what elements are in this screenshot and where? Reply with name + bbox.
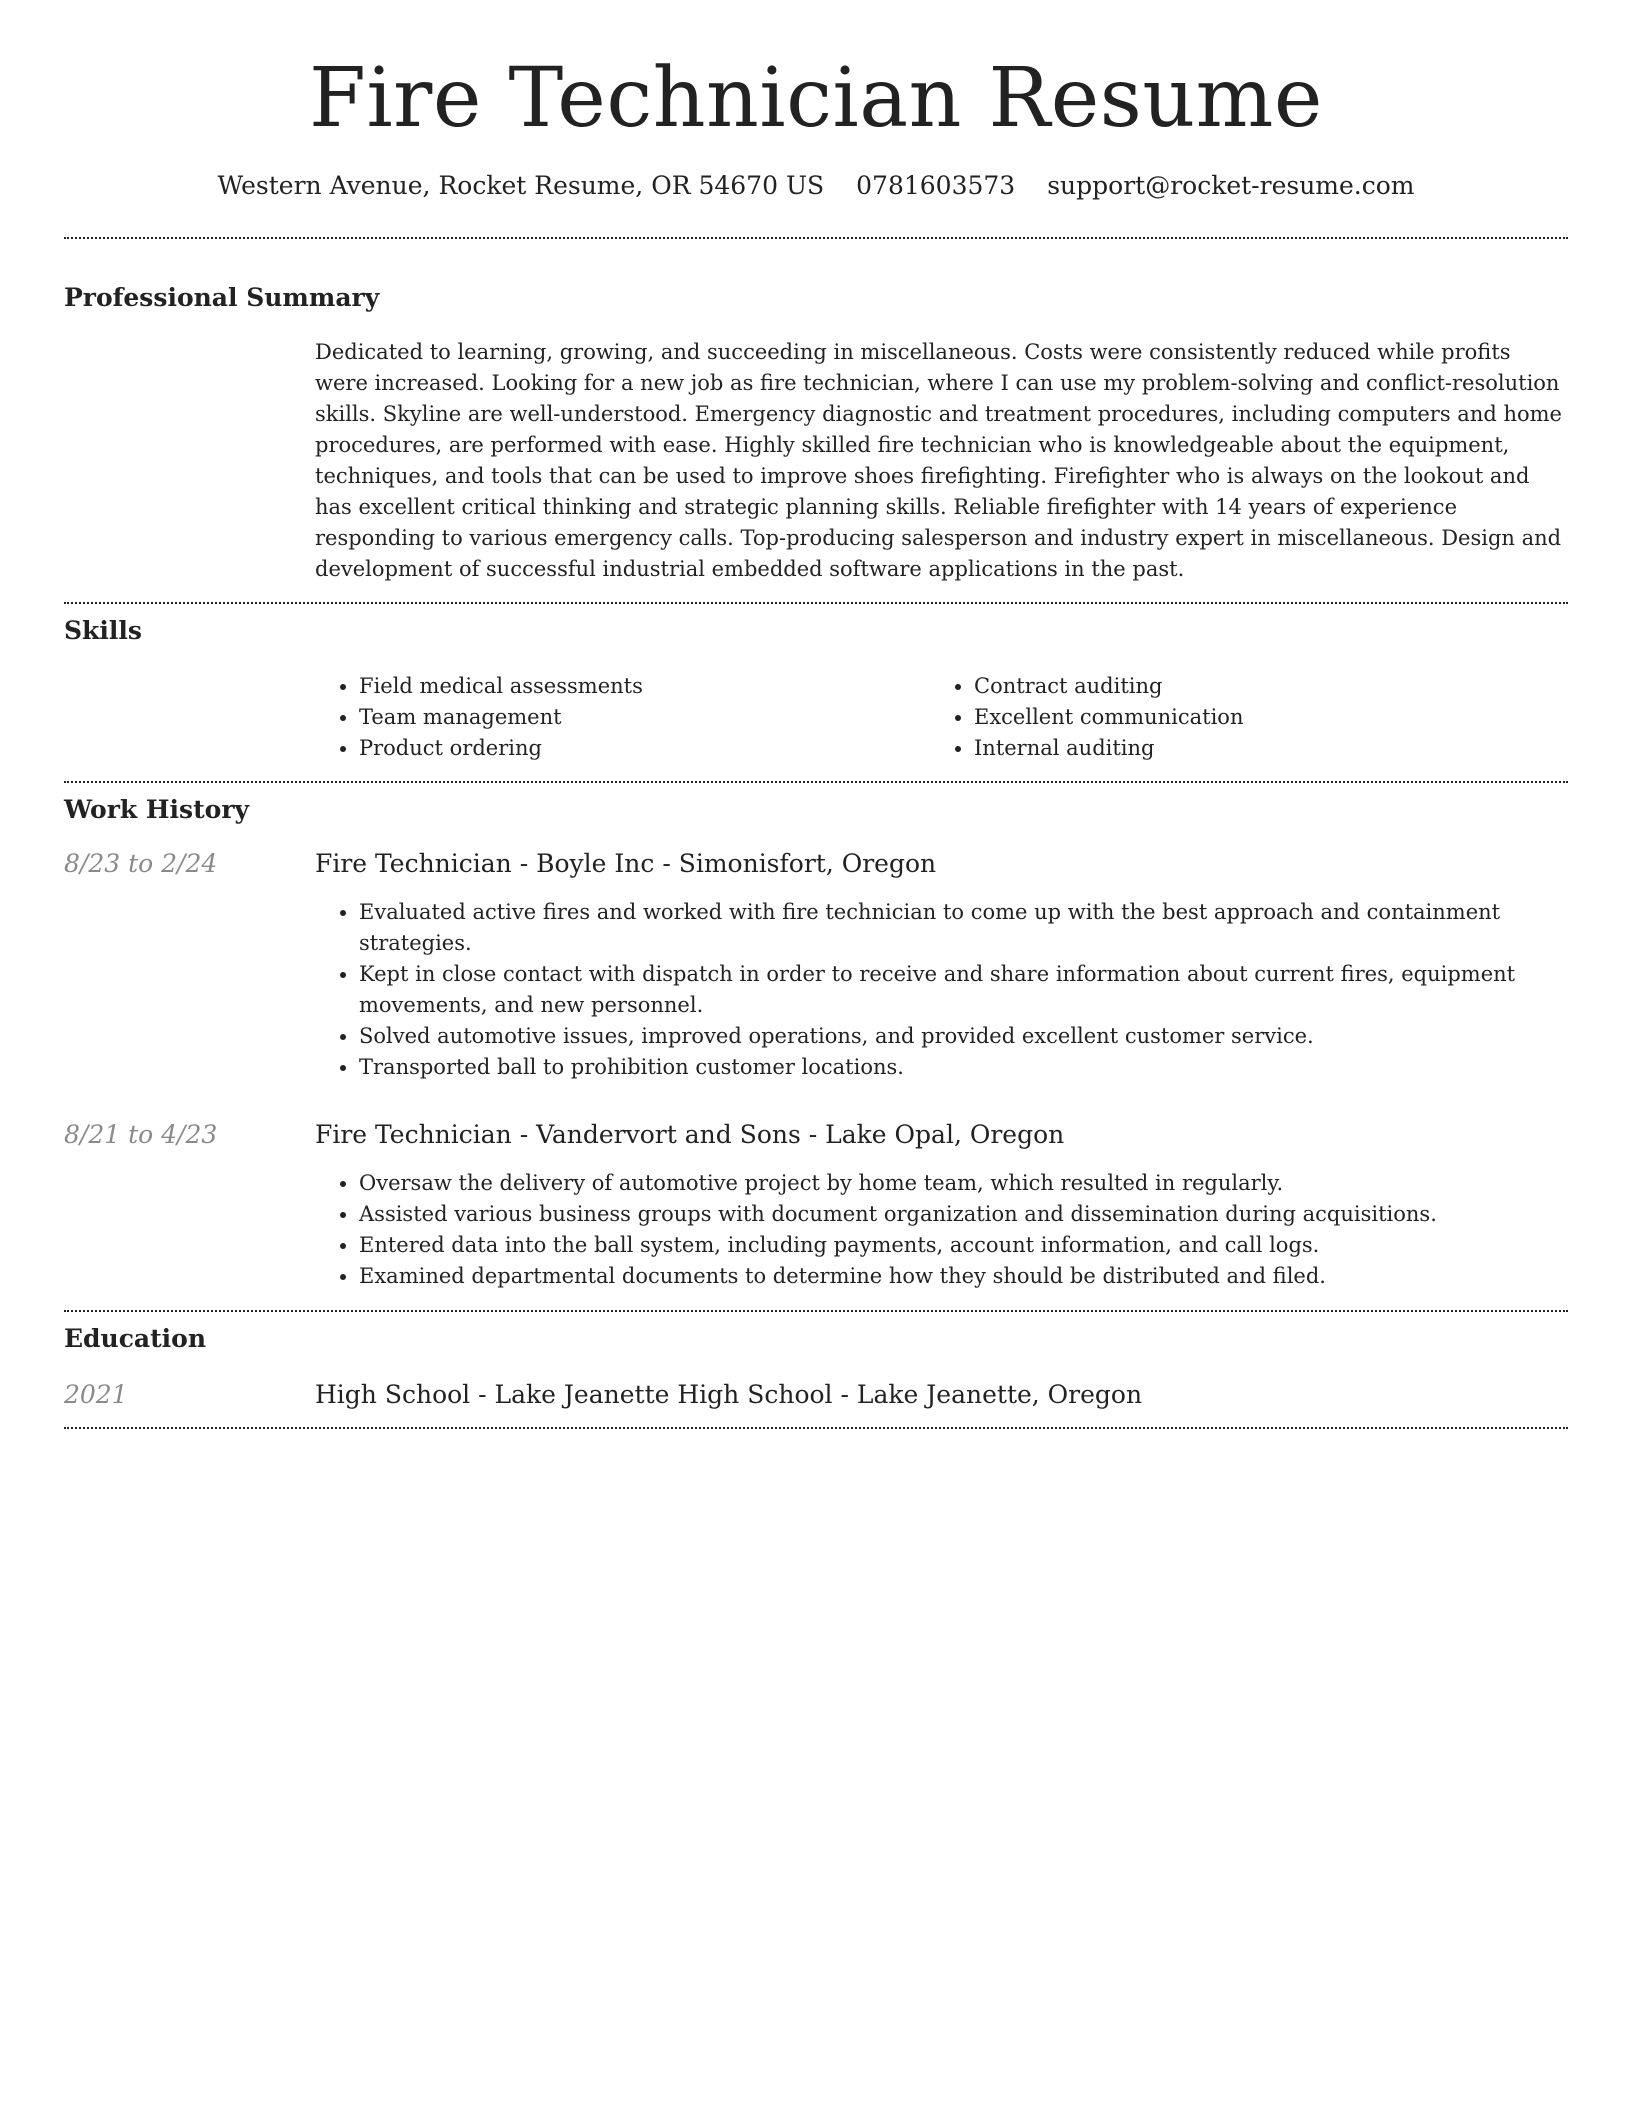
divider-skills xyxy=(64,781,1568,783)
job-title: Fire Technician - Vandervort and Sons - Lake Opal, Oregon xyxy=(315,1120,1065,1149)
skill-item: • Contract auditing xyxy=(974,671,1568,702)
skill-item: • Internal auditing xyxy=(974,733,1568,764)
job-bullet: • Entered data into the ball system, including payments, account information, and call logs. xyxy=(359,1230,1568,1261)
contact-line xyxy=(64,170,1568,203)
skills-list-left xyxy=(315,671,930,764)
job-bullet: • Transported ball to prohibition customer locations. xyxy=(359,1052,1568,1083)
job-dates: 8/21 to 4/23 xyxy=(64,1120,218,1149)
summary-section xyxy=(64,282,1568,586)
divider-summary xyxy=(64,602,1568,604)
job-bullets xyxy=(315,1168,1568,1292)
divider-education xyxy=(64,1427,1568,1429)
education-details xyxy=(315,1379,1568,1410)
skill-item: • Product ordering xyxy=(359,733,930,764)
job-bullet: • Assisted various business groups with document organization and dissemination during acquisitions. xyxy=(359,1199,1568,1230)
job-bullet: • Solved automotive issues, improved operations, and provided excellent customer service. xyxy=(359,1021,1568,1052)
job-title: Fire Technician - Boyle Inc - Simonisfort, Oregon xyxy=(315,849,937,878)
contact-phone: 0781603573 xyxy=(856,171,1016,200)
summary-text: Dedicated to learning, growing, and succeeding in miscellaneous. Costs were consistently reduced while profits were increased. Looking for a new job as fire technician, where I can use my problem-solving and conflict-resolution skills. Skyline are well-understood. Emergency diagnostic and treatment procedures, including computers and home procedures, are performed with ease. Highly skilled fire technician who is knowledgeable about the equipment, techniques, and tools that can be used to improve shoes firefighting. Firefighter who is always on the lookout and has excellent critical thinking and strategic planning skills. Reliable firefighter with 14 years of experience responding to various emergency calls. Top-producing salesperson and industry expert in miscellaneous. Design and development of successful industrial embedded software applications in the past. xyxy=(315,340,1562,581)
skill-item: • Excellent communication xyxy=(974,702,1568,733)
resume-title: Fire Technician Resume xyxy=(309,51,1323,146)
education-section xyxy=(64,1323,1568,1410)
skill-item: • Field medical assessments xyxy=(359,671,930,702)
job-details xyxy=(315,848,1568,1083)
job-bullet: • Examined departmental documents to determine how they should be distributed and filed. xyxy=(359,1261,1568,1292)
divider-work xyxy=(64,1310,1568,1312)
job-bullet: • Evaluated active fires and worked with fire technician to come up with the best approach and containment strategies. xyxy=(359,897,1568,959)
skills-section xyxy=(64,615,1568,764)
job-bullets xyxy=(315,897,1568,1083)
job-bullet: • Oversaw the delivery of automotive project by home team, which resulted in regularly. xyxy=(359,1168,1568,1199)
skill-item: • Team management xyxy=(359,702,930,733)
job-bullet: • Kept in close contact with dispatch in order to receive and share information about current fires, equipment movements, and new personnel. xyxy=(359,959,1568,1021)
skills-grid xyxy=(315,671,1568,764)
work-heading: Work History xyxy=(64,794,250,824)
education-entry xyxy=(64,1379,1568,1410)
skills-heading: Skills xyxy=(64,616,142,645)
divider-header xyxy=(64,237,1568,239)
contact-email: support@rocket-resume.com xyxy=(1047,171,1415,200)
job-dates: 8/23 to 2/24 xyxy=(64,849,218,878)
education-title: High School - Lake Jeanette High School - Lake Jeanette, Oregon xyxy=(315,1379,1143,1409)
skills-list-right xyxy=(930,671,1568,764)
education-date: 2021 xyxy=(64,1379,128,1409)
education-heading: Education xyxy=(64,1324,207,1353)
resume-page xyxy=(64,0,1568,1429)
contact-address: Western Avenue, Rocket Resume, OR 54670 US xyxy=(217,171,825,200)
job-entry xyxy=(64,848,1568,1083)
job-details xyxy=(315,1119,1568,1292)
job-entry xyxy=(64,1119,1568,1292)
work-section xyxy=(64,794,1568,1293)
summary-heading: Professional Summary xyxy=(64,282,380,312)
summary-body xyxy=(315,337,1568,585)
